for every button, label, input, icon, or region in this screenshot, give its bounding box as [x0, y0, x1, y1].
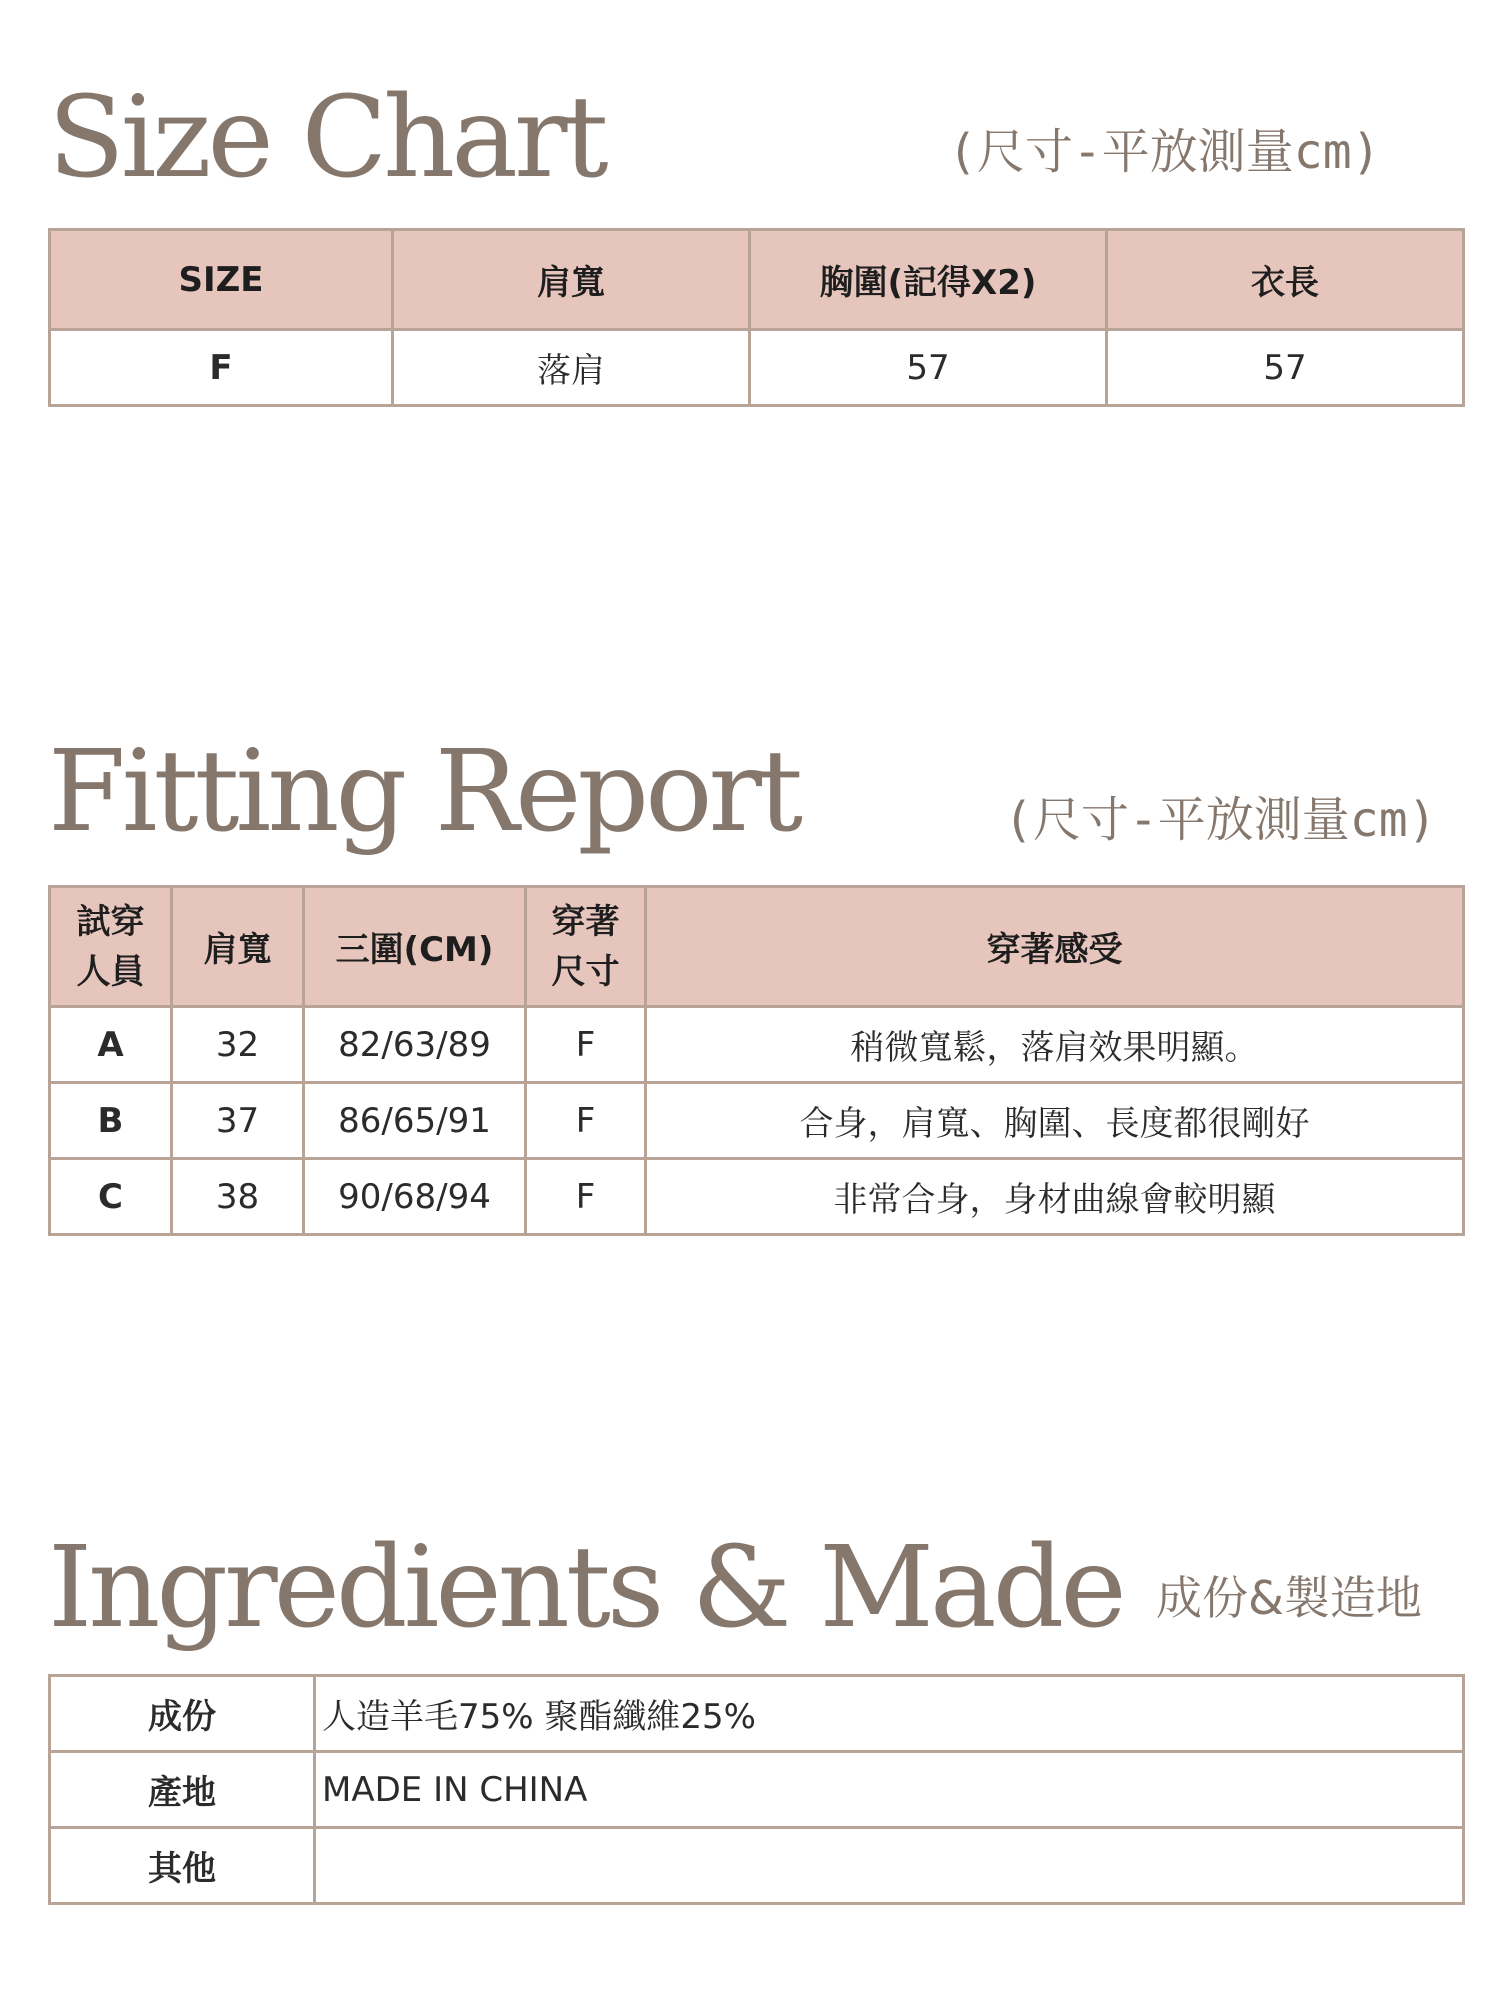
length-cell: 57 — [1107, 330, 1464, 406]
size-cell: F — [526, 1159, 646, 1235]
other-label: 其他 — [50, 1828, 315, 1904]
shoulder-cell: 落肩 — [393, 330, 750, 406]
ingredients-label: 成份 — [50, 1676, 315, 1752]
shoulder-cell: 37 — [172, 1083, 304, 1159]
size-chart-title: Size Chart — [48, 73, 605, 203]
fitting-header: 試穿人員 — [50, 887, 172, 1007]
table-row — [50, 1159, 1464, 1235]
size-cell: F — [50, 330, 393, 406]
table-row — [50, 330, 1464, 406]
feeling-cell: 合身，肩寬、胸圍、長度都很剛好 — [646, 1083, 1464, 1159]
size-chart-header-row — [50, 230, 1464, 330]
fitting-header: 肩寬 — [172, 887, 304, 1007]
fitting-report-subtitle: (尺寸-平放測量cm) — [1004, 792, 1437, 848]
table-row — [50, 1007, 1464, 1083]
size-cell: F — [526, 1083, 646, 1159]
size-chart-header: 胸圍(記得X2) — [750, 230, 1107, 330]
feeling-cell: 稍微寬鬆，落肩效果明顯。 — [646, 1007, 1464, 1083]
ingredients-table — [48, 1674, 1465, 1905]
fitting-header-row — [50, 887, 1464, 1007]
table-row — [50, 1828, 1464, 1904]
feeling-cell: 非常合身，身材曲線會較明顯 — [646, 1159, 1464, 1235]
measurements-cell: 86/65/91 — [304, 1083, 526, 1159]
shoulder-cell: 38 — [172, 1159, 304, 1235]
table-row — [50, 1083, 1464, 1159]
origin-label: 產地 — [50, 1752, 315, 1828]
ingredients-value: 人造羊毛75% 聚酯纖維25% — [315, 1676, 1464, 1752]
other-value — [315, 1828, 1464, 1904]
fitting-report-title: Fitting Report — [48, 727, 800, 857]
shoulder-cell: 32 — [172, 1007, 304, 1083]
chest-cell: 57 — [750, 330, 1107, 406]
fitting-header: 穿著感受 — [646, 887, 1464, 1007]
measurements-cell: 82/63/89 — [304, 1007, 526, 1083]
tester-cell: B — [50, 1083, 172, 1159]
size-chart-table — [48, 228, 1465, 407]
size-cell: F — [526, 1007, 646, 1083]
table-row — [50, 1752, 1464, 1828]
size-chart-header: 衣長 — [1107, 230, 1464, 330]
ingredients-subtitle: 成份&製造地 — [1156, 1571, 1422, 1625]
table-row — [50, 1676, 1464, 1752]
measurements-cell: 90/68/94 — [304, 1159, 526, 1235]
size-chart-subtitle: (尺寸-平放測量cm) — [948, 124, 1381, 180]
fitting-report-table — [48, 885, 1465, 1236]
tester-cell: A — [50, 1007, 172, 1083]
ingredients-title: Ingredients & Made — [48, 1523, 1123, 1653]
tester-cell: C — [50, 1159, 172, 1235]
fitting-header: 三圍(CM) — [304, 887, 526, 1007]
origin-value: MADE IN CHINA — [315, 1752, 1464, 1828]
size-chart-header: SIZE — [50, 230, 393, 330]
fitting-header: 穿著尺寸 — [526, 887, 646, 1007]
size-chart-header: 肩寬 — [393, 230, 750, 330]
